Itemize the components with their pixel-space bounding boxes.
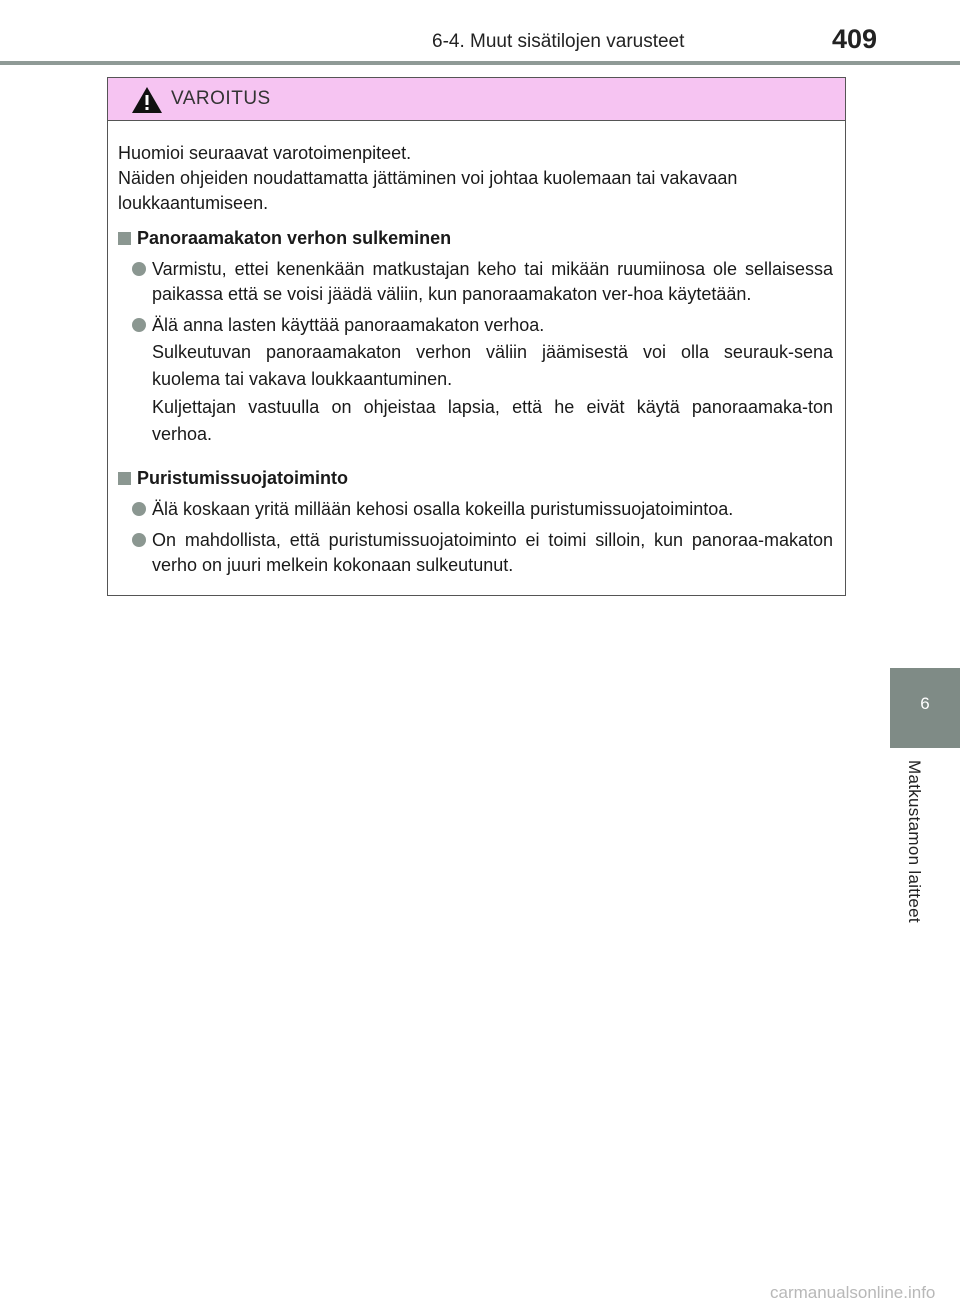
list-item [118, 313, 833, 448]
chapter-number: 6 [920, 694, 930, 713]
list-item-text: Varmistu, ettei kenenkään matkustajan keho tai mikään ruumiinosa ole sellaisessa paikassa että se voisi jäädä väliin, kun panoraamakaton ver-hoa käytetään. [152, 259, 833, 304]
list-item-text: Älä anna lasten käyttää panoraamakaton verhoa. [152, 315, 545, 335]
warning-header [108, 78, 845, 121]
warning-intro [118, 141, 833, 216]
warning-title: VAROITUS [171, 88, 271, 109]
square-bullet-icon [118, 472, 131, 485]
section-pinch-protection [118, 466, 833, 578]
section-title-text: Panoraamakaton verhon sulkeminen [137, 228, 452, 248]
list-item-text: Älä koskaan yritä millään kehosi osalla kokeilla puristumissuojatoimintoa. [152, 499, 734, 519]
list-item-text: Sulkeutuvan panoraamakaton verhon väliin jäämisestä voi olla seurauk-sena kuolema tai vakava loukkaantuminen. [152, 342, 833, 389]
list-item [118, 257, 833, 307]
warning-triangle-icon [131, 86, 163, 114]
section-title [118, 466, 833, 491]
chapter-tab[interactable] [890, 668, 960, 748]
chapter-label: Matkustamon laitteet [905, 760, 924, 923]
list-item [118, 528, 833, 578]
section-heading: 6-4. Muut sisätilojen varusteet [432, 31, 685, 52]
intro-line: Huomioi seuraavat varotoimenpiteet. [118, 143, 412, 163]
section-curtain-closing [118, 226, 833, 448]
intro-line: Näiden ohjeiden noudattamatta jättäminen voi johtaa kuolemaan tai vakavaan loukkaantumiseen. [118, 168, 738, 213]
list-item-text: On mahdollista, että puristumissuojatoiminto ei toimi silloin, kun panoraa-makaton verho on juuri melkein kokonaan sulkeutunut. [152, 530, 833, 575]
round-bullet-icon [132, 533, 146, 547]
page-number: 409 [832, 24, 878, 54]
square-bullet-icon [118, 232, 131, 245]
round-bullet-icon [132, 318, 146, 332]
warning-box [107, 77, 846, 596]
list-item-text: Kuljettajan vastuulla on ohjeistaa lapsia, että he eivät käytä panoraamaka-ton verhoa. [152, 397, 833, 444]
section-title-text: Puristumissuojatoiminto [137, 468, 349, 488]
header-divider [0, 61, 960, 65]
warning-body [108, 121, 845, 578]
section-title [118, 226, 833, 251]
list-item [118, 497, 833, 522]
round-bullet-icon [132, 262, 146, 276]
watermark: carmanualsonline.info [770, 1283, 936, 1302]
round-bullet-icon [132, 502, 146, 516]
